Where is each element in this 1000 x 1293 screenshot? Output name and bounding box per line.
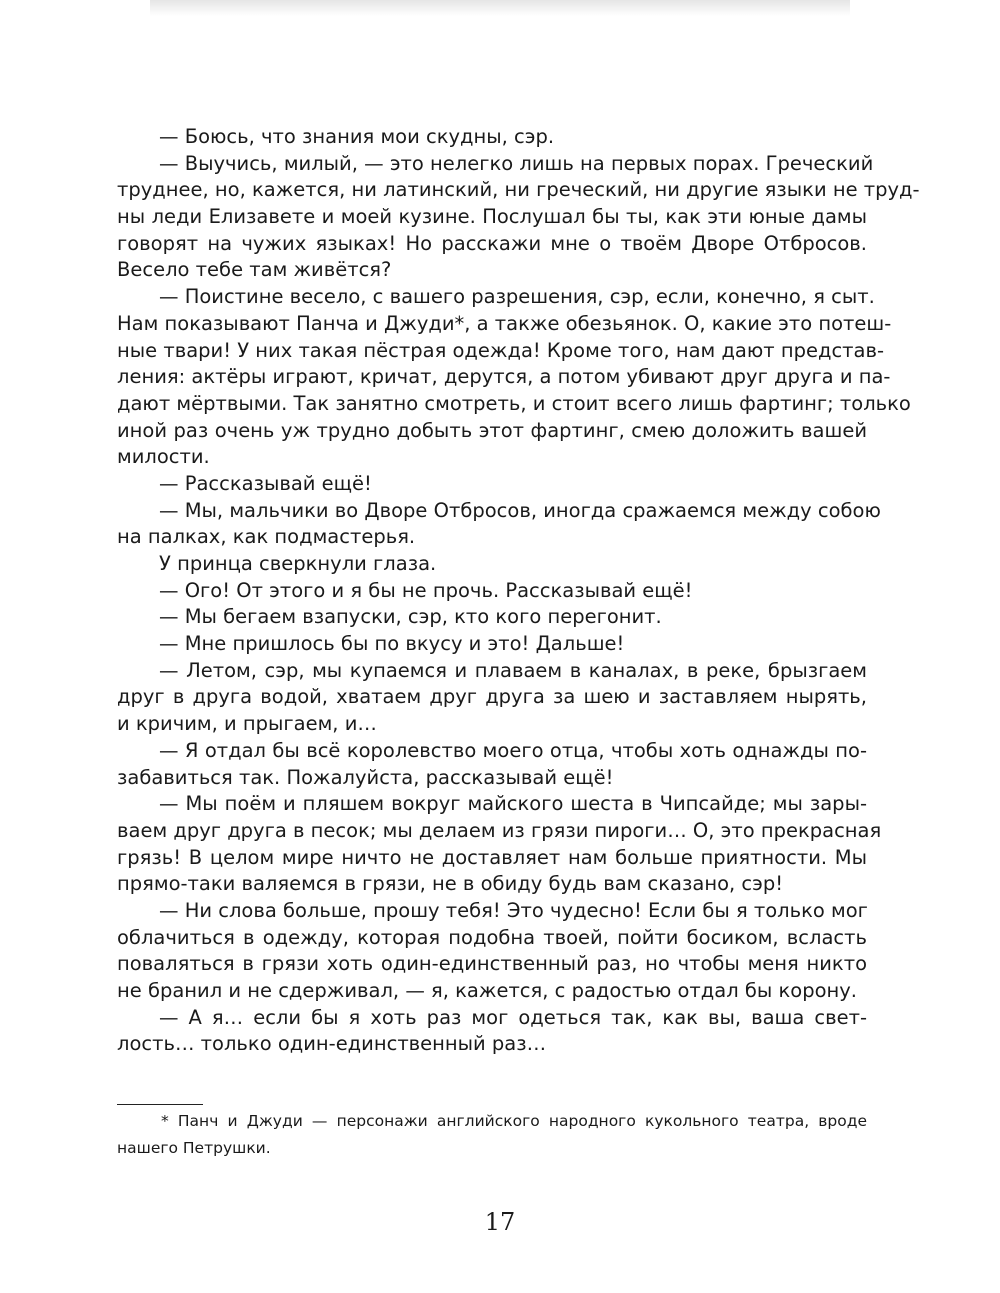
text-line: — Ни слова больше, прошу тебя! Это чудесно! Если бы я только мог (159, 898, 868, 922)
text-line: — Мне пришлось бы по вкусу и это! Дальше! (159, 632, 625, 656)
text-line: и кричим, и прыгаем, и… (117, 712, 377, 736)
previous-page-bleed (150, 0, 850, 16)
text-line: поваляться в грязи хоть один-единственный раз, но чтобы меня никто (117, 952, 867, 976)
text-line: грязь! В целом мире ничто не доставляет нам больше приятности. Мы (117, 845, 867, 869)
body-text (117, 124, 920, 1058)
footnote-line: * Панч и Джуди — персонажи английского народного кукольного театра, вроде (161, 1112, 867, 1130)
text-line: — Ого! От этого и я бы не прочь. Рассказывай ещё! (159, 578, 693, 602)
text-line: ны леди Елизавете и моей кузине. Послушал бы ты, как эти юные дамы (117, 205, 867, 229)
text-line: лость… только один-единственный раз… (117, 1032, 547, 1056)
text-line: облачиться в одежду, которая подобна твоей, пойти босиком, всласть (117, 925, 867, 949)
text-line: — Мы бегаем взапуски, сэр, кто кого перегонит. (159, 605, 662, 629)
text-line: ления: актёры играют, кричат, дерутся, а потом убивают друг друга и па- (117, 365, 891, 389)
text-line: милости. (117, 445, 210, 469)
footnote-line: нашего Петрушки. (117, 1139, 271, 1157)
text-line: — Поистине весело, с вашего разрешения, сэр, если, конечно, я сыт. (159, 285, 875, 309)
text-line: — Я отдал бы всё королевство моего отца, чтобы хоть однажды по- (159, 738, 867, 762)
footnote-rule (117, 1104, 203, 1105)
text-line: — Боюсь, что знания мои скудны, сэр. (159, 125, 555, 148)
text-line: — Рассказывай ещё! (159, 471, 372, 495)
text-line: дают мёртвыми. Так занятно смотреть, и стоит всего лишь фартинг; только (117, 391, 911, 415)
text-line: друг в друга водой, хватаем друг друга за шею и заставляем нырять, (117, 685, 867, 709)
text-line: говорят на чужих языках! Но расскажи мне о твоём Дворе Отбросов. (117, 231, 867, 255)
text-line: Нам показывают Панча и Джуди*, а также обезьянок. О, какие это потеш- (117, 311, 892, 335)
text-line: — Мы поём и пляшем вокруг майского шеста в Чипсайде; мы зары- (159, 792, 867, 816)
text-line: забавиться так. Пожалуйста, рассказывай ещё! (117, 765, 614, 789)
text-line: — Летом, сэр, мы купаемся и плаваем в каналах, в реке, брызгаем (159, 658, 867, 682)
page-number: 17 (484, 1208, 516, 1236)
text-line: иной раз очень уж трудно добыть этот фартинг, смею доложить вашей (117, 418, 867, 442)
text-line: ные твари! У них такая пёстрая одежда! Кроме того, нам дают представ- (117, 338, 885, 362)
text-line: прямо-таки валяемся в грязи, не в обиду будь вам сказано, сэр! (117, 872, 784, 896)
text-line: ваем друг друга в песок; мы делаем из грязи пироги… О, это прекрасная (117, 818, 882, 842)
text-line: на палках, как подмастерья. (117, 525, 416, 549)
text-line: — Мы, мальчики во Дворе Отбросов, иногда сражаемся между собою (159, 498, 881, 522)
text-line: — Выучись, милый, — это нелегко лишь на первых порах. Греческий (159, 151, 874, 175)
text-line: — А я… если бы я хоть раз мог одеться так, как вы, ваша свет- (159, 1005, 867, 1029)
text-line: Весело тебе там живётся? (117, 258, 392, 282)
text-line: У принца сверкнули глаза. (159, 552, 437, 575)
text-line: труднее, но, кажется, ни латинский, ни греческий, ни другие языки не труд- (117, 178, 920, 202)
footnote (117, 1108, 867, 1162)
text-line: не бранил и не сдерживал, — я, кажется, с радостью отдал бы корону. (117, 979, 858, 1002)
